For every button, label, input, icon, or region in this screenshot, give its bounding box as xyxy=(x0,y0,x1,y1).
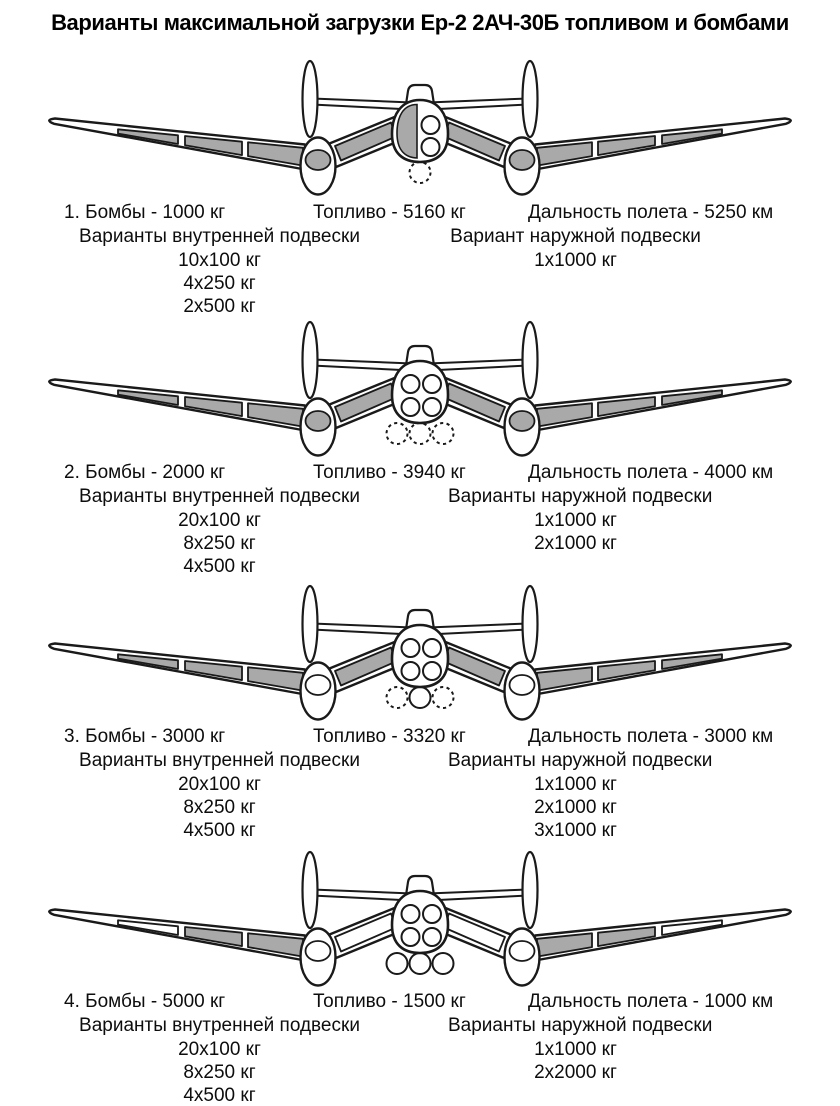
aircraft-front-view-diagram xyxy=(0,848,840,998)
suspension-option: 1x1000 кг xyxy=(534,250,617,271)
suspension-option: 2x1000 кг xyxy=(534,533,617,554)
external-suspension-header: Вариант наружной подвески xyxy=(450,226,701,247)
fuselage xyxy=(392,625,448,687)
external-suspension-options xyxy=(448,773,703,842)
horizontal-stabilizer xyxy=(312,99,412,110)
right-side-group xyxy=(428,61,791,195)
suspension-option: 10x100 кг xyxy=(178,250,261,271)
internal-suspension-options xyxy=(62,509,377,578)
aircraft-drawing xyxy=(0,318,840,468)
external-bomb-circle xyxy=(387,423,408,444)
suspension-option: 2x1000 кг xyxy=(534,797,617,818)
horizontal-stabilizer xyxy=(312,624,412,635)
nacelle-fuel-tank xyxy=(306,941,331,961)
internal-suspension-options xyxy=(62,249,377,318)
tail-fin xyxy=(523,852,538,928)
internal-suspension-header: Варианты внутренней подвески xyxy=(79,1015,360,1036)
fuel-load-label: Топливо - 1500 кг xyxy=(313,991,466,1012)
suspension-option: 3x1000 кг xyxy=(534,820,617,841)
bombs-load-label: 1. Бомбы - 1000 кг xyxy=(64,202,226,223)
internal-bomb-circle xyxy=(402,928,420,946)
left-side-group xyxy=(49,586,412,720)
external-suspension-header: Варианты наружной подвески xyxy=(448,750,713,771)
external-bomb-circle xyxy=(433,953,454,974)
internal-bomb-circle xyxy=(423,905,441,923)
horizontal-stabilizer xyxy=(428,624,528,635)
nacelle-fuel-tank xyxy=(306,675,331,695)
fuel-load-label: Топливо - 3940 кг xyxy=(313,462,466,483)
internal-bomb-circle xyxy=(402,398,420,416)
bombs-load-label: 2. Бомбы - 2000 кг xyxy=(64,462,226,483)
horizontal-stabilizer xyxy=(428,360,528,371)
internal-bomb-circle xyxy=(402,639,420,657)
internal-suspension-header: Варианты внутренней подвески xyxy=(79,750,360,771)
bombs-load-label: 3. Бомбы - 3000 кг xyxy=(64,726,226,747)
tail-fin xyxy=(303,852,318,928)
flight-range-label: Дальность полета - 1000 км xyxy=(528,991,774,1012)
external-suspension-header: Варианты наружной подвески xyxy=(448,486,713,507)
external-bomb-circle xyxy=(433,423,454,444)
external-bomb-circle xyxy=(410,953,431,974)
internal-bomb-circle xyxy=(422,138,440,156)
tail-fin xyxy=(303,61,318,137)
internal-suspension-options xyxy=(62,773,377,842)
internal-bomb-circle xyxy=(423,398,441,416)
suspension-option: 4x250 кг xyxy=(183,273,256,294)
aircraft-front-view-diagram xyxy=(0,582,840,732)
page-title: Варианты максимальной загрузки Ер-2 2АЧ-30Б топливом и бомбами xyxy=(51,10,789,35)
horizontal-stabilizer xyxy=(428,890,528,901)
external-bomb-circle xyxy=(410,423,431,444)
left-side-group xyxy=(49,61,412,195)
suspension-option: 4x500 кг xyxy=(183,556,256,577)
nacelle-fuel-tank xyxy=(306,150,331,170)
suspension-option: 1x1000 кг xyxy=(534,774,617,795)
aircraft-drawing xyxy=(0,848,840,998)
variant-2-text-block xyxy=(0,462,840,582)
horizontal-stabilizer xyxy=(312,890,412,901)
suspension-option: 20x100 кг xyxy=(178,510,261,531)
nacelle-fuel-tank xyxy=(510,411,535,431)
flight-range-label: Дальность полета - 4000 км xyxy=(528,462,774,483)
suspension-option: 8x250 кг xyxy=(183,533,256,554)
right-side-group xyxy=(428,322,791,456)
suspension-option: 1x1000 кг xyxy=(534,1039,617,1060)
suspension-option: 20x100 кг xyxy=(178,1039,261,1060)
horizontal-stabilizer xyxy=(312,360,412,371)
internal-bomb-circle xyxy=(402,905,420,923)
internal-suspension-header: Варианты внутренней подвески xyxy=(79,486,360,507)
right-side-group xyxy=(428,852,791,986)
aircraft-front-view-diagram xyxy=(0,57,840,207)
nacelle-fuel-tank xyxy=(510,941,535,961)
external-suspension-options xyxy=(448,1038,703,1084)
nacelle-fuel-tank xyxy=(510,675,535,695)
aircraft-drawing xyxy=(0,582,840,732)
external-bomb-circle xyxy=(387,687,408,708)
suspension-option: 4x500 кг xyxy=(183,1085,256,1106)
nacelle-fuel-tank xyxy=(306,411,331,431)
suspension-option: 20x100 кг xyxy=(178,774,261,795)
horizontal-stabilizer xyxy=(428,99,528,110)
external-bomb-circle xyxy=(410,162,431,183)
suspension-option: 2x500 кг xyxy=(183,296,256,317)
internal-bomb-circle xyxy=(423,928,441,946)
external-suspension-options xyxy=(448,249,703,272)
tail-fin xyxy=(523,61,538,137)
right-side-group xyxy=(428,586,791,720)
internal-bomb-circle xyxy=(423,639,441,657)
aircraft-front-view-diagram xyxy=(0,318,840,468)
suspension-option: 4x500 кг xyxy=(183,820,256,841)
external-suspension-options xyxy=(448,509,703,555)
left-side-group xyxy=(49,852,412,986)
tail-fin xyxy=(303,322,318,398)
nacelle-fuel-tank xyxy=(510,150,535,170)
left-side-group xyxy=(49,322,412,456)
suspension-option: 8x250 кг xyxy=(183,1062,256,1083)
variant-4-text-block xyxy=(0,991,840,1106)
fuselage xyxy=(392,891,448,953)
external-suspension-header: Варианты наружной подвески xyxy=(448,1015,713,1036)
tail-fin xyxy=(303,586,318,662)
internal-bomb-circle xyxy=(402,375,420,393)
suspension-option: 8x250 кг xyxy=(183,797,256,818)
bombs-load-label: 4. Бомбы - 5000 кг xyxy=(64,991,226,1012)
internal-bomb-circle xyxy=(422,116,440,134)
fuel-load-label: Топливо - 3320 кг xyxy=(313,726,466,747)
tail-fin xyxy=(523,586,538,662)
variant-3-text-block xyxy=(0,726,840,846)
fuselage xyxy=(392,361,448,423)
flight-range-label: Дальность полета - 5250 км xyxy=(528,202,774,223)
internal-bomb-circle xyxy=(423,662,441,680)
aircraft-drawing xyxy=(0,57,840,207)
internal-bomb-circle xyxy=(402,662,420,680)
suspension-option: 1x1000 кг xyxy=(534,510,617,531)
external-bomb-circle xyxy=(387,953,408,974)
suspension-option: 2x2000 кг xyxy=(534,1062,617,1083)
fuel-load-label: Топливо - 5160 кг xyxy=(313,202,466,223)
variant-1-text-block xyxy=(0,202,840,322)
external-bomb-circle xyxy=(433,687,454,708)
external-bomb-circle xyxy=(410,687,431,708)
flight-range-label: Дальность полета - 3000 км xyxy=(528,726,774,747)
internal-bomb-circle xyxy=(423,375,441,393)
internal-suspension-options xyxy=(62,1038,377,1106)
internal-suspension-header: Варианты внутренней подвески xyxy=(79,226,360,247)
tail-fin xyxy=(523,322,538,398)
